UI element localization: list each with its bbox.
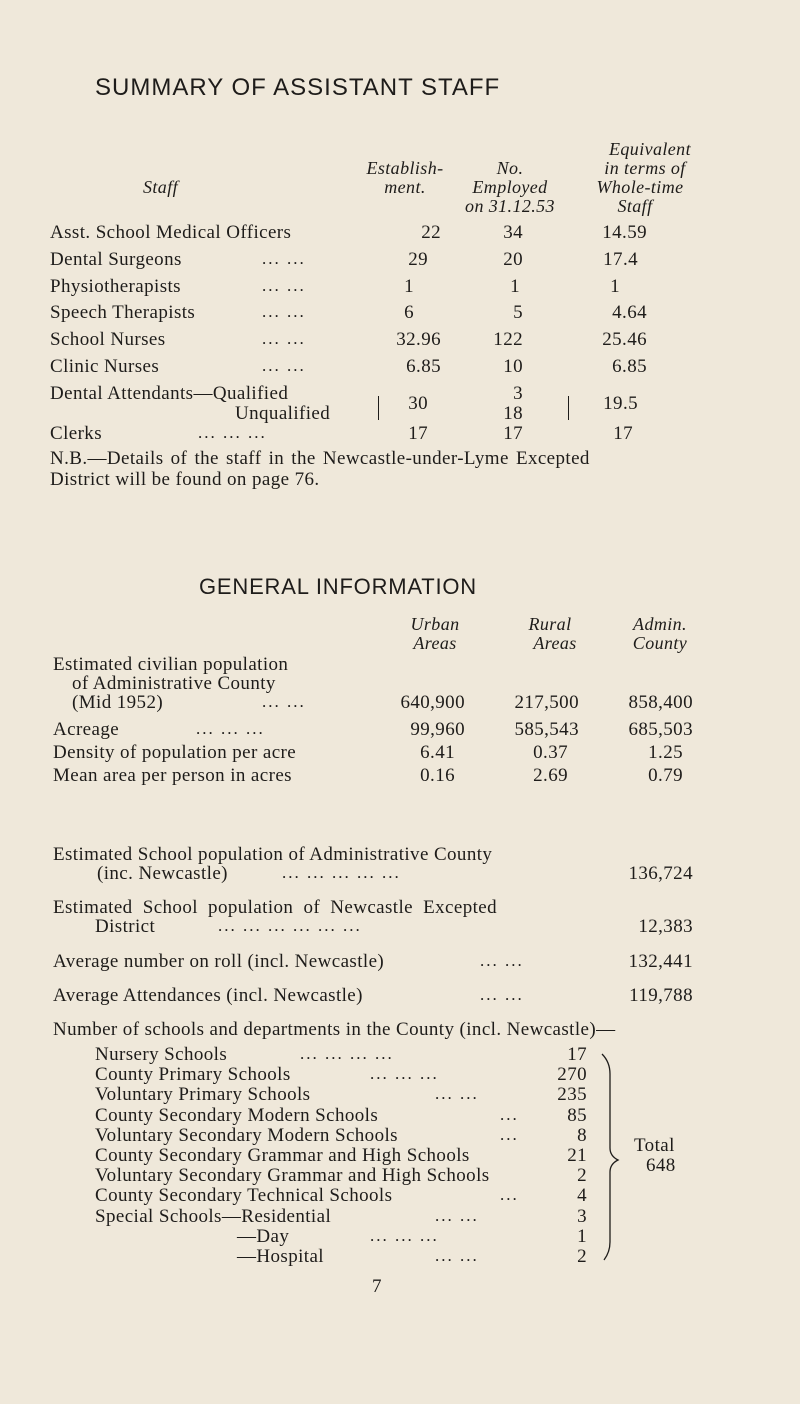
school-count: 85 [567, 1104, 587, 1126]
total-value: 648 [646, 1155, 676, 1176]
header-urban: Areas [413, 633, 457, 653]
row-label: Speech Therapists [50, 302, 196, 323]
dot-leader: ... ... [262, 302, 306, 321]
rural-value: 585,543 [514, 719, 579, 740]
stat-value: 136,724 [628, 863, 693, 884]
school-type-label: Voluntary Primary Schools [95, 1084, 311, 1106]
admin-value: 1.25 [648, 742, 683, 763]
footnote: District will be found on page 76. [50, 469, 320, 490]
stat-label: Estimated School population of Newcastle Excepted [53, 897, 498, 918]
establishment-value: 22 [421, 222, 441, 243]
equivalent-value: 4.64 [612, 302, 647, 323]
row-label: Density of population per acre [53, 742, 297, 763]
school-count: 1 [577, 1225, 587, 1247]
dot-leader: ... ... ... ... ... ... [218, 916, 362, 935]
employed-value: 5 [513, 302, 523, 323]
rural-value: 0.37 [533, 742, 568, 763]
establishment-value: 32.96 [396, 329, 441, 350]
urban-value: 640,900 [400, 692, 465, 713]
dot-leader: ... ... [262, 249, 306, 268]
bracket [378, 396, 379, 420]
header-urban: Urban [410, 614, 460, 634]
stat-value: 12,383 [638, 916, 693, 937]
employed-value: 34 [503, 222, 523, 243]
stat-label: Average Attendances (incl. Newcastle) [53, 985, 363, 1006]
establishment-value: 6.85 [406, 356, 441, 377]
equivalent-value: 17 [613, 423, 633, 444]
bracket [568, 396, 569, 420]
school-count: 235 [557, 1084, 587, 1106]
row-label: (Mid 1952) [72, 692, 164, 713]
row-label: Mean area per person in acres [53, 765, 292, 786]
header-equivalent: in terms of [604, 158, 686, 178]
header-employed: No. [496, 158, 524, 178]
employed-value: 3 [513, 383, 523, 404]
stat-value: 132,441 [628, 951, 693, 972]
employed-value: 122 [493, 329, 523, 350]
header-rural: Rural [528, 614, 572, 634]
dot-leader: ... ... [480, 951, 524, 970]
urban-value: 6.41 [420, 742, 455, 763]
row-label: School Nurses [50, 329, 166, 350]
stat-label: District [95, 916, 156, 937]
stat-value: 119,788 [629, 985, 693, 1006]
total-bracket [600, 1052, 622, 1262]
establishment-value: 30 [408, 393, 428, 414]
school-type-label: Special Schools—Residential [95, 1205, 332, 1227]
row-label: Physiotherapists [50, 276, 181, 297]
school-count: 17 [567, 1044, 587, 1065]
urban-value: 0.16 [420, 765, 455, 786]
employed-value: 18 [503, 403, 523, 424]
row-label: Clerks [50, 423, 103, 444]
school-count: 3 [577, 1205, 587, 1227]
header-employed: on 31.12.53 [465, 196, 555, 216]
establishment-value: 17 [408, 423, 428, 444]
school-type-label: Voluntary Secondary Grammar and High Schools [95, 1165, 490, 1187]
dot-leader: ... ... ... [370, 1225, 439, 1245]
school-type-label: County Secondary Modern Schools [95, 1104, 379, 1126]
header-equivalent: Whole-time [596, 177, 684, 197]
dot-leader: ... ... [262, 329, 306, 348]
school-count: 2 [577, 1165, 587, 1187]
header-equivalent: Equivalent [609, 139, 691, 159]
header-staff: Staff [143, 177, 179, 197]
row-label: Dental Attendants—Qualified [50, 383, 289, 404]
dot-leader: ... ... ... [196, 719, 265, 738]
school-type-label: —Day [237, 1225, 290, 1247]
dot-leader: ... ... ... ... [300, 1044, 394, 1063]
dot-leader: ... ... ... [370, 1064, 439, 1084]
establishment-value: 1 [404, 276, 414, 297]
establishment-value: 6 [404, 302, 414, 323]
dot-leader: ... ... [435, 1246, 479, 1265]
dot-leader: ... [500, 1185, 519, 1205]
row-label: of Administrative County [72, 673, 276, 694]
admin-value: 0.79 [648, 765, 683, 786]
school-type-label: County Secondary Technical Schools [95, 1185, 393, 1207]
general-information-title: GENERAL INFORMATION [199, 574, 477, 599]
employed-value: 10 [503, 356, 523, 377]
equivalent-value: 14.59 [602, 222, 647, 243]
school-type-label: County Secondary Grammar and High Schools [95, 1145, 470, 1166]
rural-value: 2.69 [533, 765, 568, 786]
header-employed: Employed [472, 177, 548, 197]
equivalent-value: 25.46 [602, 329, 647, 350]
admin-value: 858,400 [628, 692, 693, 713]
school-count: 270 [557, 1064, 587, 1086]
equivalent-value: 1 [610, 276, 620, 297]
dot-leader: ... [500, 1104, 519, 1124]
equivalent-value: 6.85 [612, 356, 647, 377]
school-count: 4 [577, 1185, 587, 1207]
row-label: Estimated civilian population [53, 654, 289, 675]
row-label: Acreage [53, 719, 120, 740]
row-label: Asst. School Medical Officers [50, 222, 292, 243]
total-label: Total [634, 1135, 675, 1156]
schools-heading: Number of schools and departments in the County (incl. Newcastle)— [53, 1019, 616, 1040]
dot-leader: ... ... ... [198, 423, 267, 442]
dot-leader: ... ... [435, 1205, 479, 1225]
school-count: 21 [567, 1145, 587, 1166]
dot-leader: ... ... [262, 276, 306, 295]
dot-leader: ... ... [262, 692, 306, 711]
rural-value: 217,500 [514, 692, 579, 713]
urban-value: 99,960 [410, 719, 465, 740]
stat-label: Average number on roll (incl. Newcastle) [53, 951, 385, 972]
equivalent-value: 17.4 [603, 249, 638, 270]
row-label: Clinic Nurses [50, 356, 160, 377]
establishment-value: 29 [408, 249, 428, 270]
employed-value: 17 [503, 423, 523, 444]
footnote: N.B.—Details of the staff in the Newcastle-under-Lyme Excepted [50, 448, 590, 469]
dot-leader: ... ... [480, 985, 524, 1004]
stat-label: Estimated School population of Administrative County [53, 844, 493, 865]
header-admin: County [632, 633, 688, 653]
school-type-label: Nursery Schools [95, 1044, 228, 1065]
row-label: Dental Surgeons [50, 249, 182, 270]
dot-leader: ... ... [262, 356, 306, 375]
school-type-label: County Primary Schools [95, 1064, 291, 1086]
school-type-label: Voluntary Secondary Modern Schools [95, 1124, 398, 1146]
header-equivalent: Staff [617, 196, 653, 216]
equivalent-value: 19.5 [603, 393, 638, 414]
dot-leader: ... ... [435, 1084, 479, 1104]
admin-value: 685,503 [628, 719, 693, 740]
school-count: 8 [577, 1124, 587, 1146]
employed-value: 1 [510, 276, 520, 297]
page-number: 7 [372, 1276, 382, 1297]
stat-label: (inc. Newcastle) [97, 863, 228, 884]
dot-leader: ... [500, 1124, 519, 1144]
header-establishment: ment. [384, 177, 426, 197]
header-admin: Admin. [633, 614, 687, 634]
dot-leader: ... ... ... ... ... [282, 863, 401, 882]
row-label: Unqualified [235, 403, 331, 424]
school-type-label: —Hospital [237, 1246, 324, 1267]
school-count: 2 [577, 1246, 587, 1267]
employed-value: 20 [503, 249, 523, 270]
header-rural: Areas [533, 633, 577, 653]
header-establishment: Establish- [366, 158, 444, 178]
staff-summary-title: SUMMARY OF ASSISTANT STAFF [95, 74, 501, 101]
